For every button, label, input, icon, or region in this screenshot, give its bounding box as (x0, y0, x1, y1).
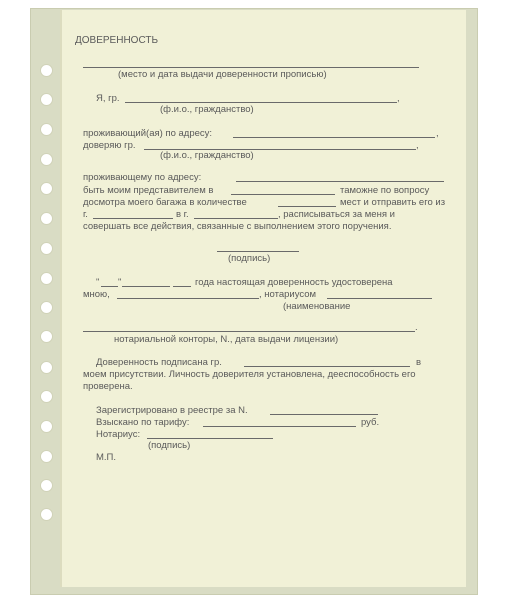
signer-name-line[interactable] (244, 366, 410, 367)
notary-name-line[interactable] (117, 298, 259, 299)
seal-label: М.П. (96, 452, 117, 463)
place-date-line[interactable] (83, 67, 419, 68)
principal-address-line[interactable] (233, 137, 435, 138)
residing-2-label: проживающему по адресу: (83, 172, 202, 183)
to-city-line[interactable] (194, 218, 278, 219)
places-count-line[interactable] (278, 206, 336, 207)
i-citizen-label: Я, гр. (96, 93, 120, 104)
principal-name-line[interactable] (125, 102, 397, 103)
inspection-post-text: мест и отправить его из (340, 197, 446, 208)
notary-office-details-line[interactable] (83, 331, 415, 332)
residing-label: проживающий(ая) по адресу: (83, 128, 213, 139)
signed-by-text: Доверенность подписана гр. (96, 357, 222, 368)
city-label: г. (83, 209, 88, 220)
notary-office-caption: нотариальной конторы, N., дата выдачи лицензии) (114, 334, 339, 345)
place-date-caption: (место и дата выдачи доверенности прописью) (118, 69, 327, 80)
date-quote-open: " (96, 277, 100, 288)
verified-text: проверена. (83, 381, 133, 392)
represent-text: быть моим представителем в (83, 185, 214, 196)
notary-office-line[interactable] (327, 298, 432, 299)
principal-signature-line[interactable] (217, 251, 299, 252)
signature-caption: (подпись) (228, 253, 271, 264)
to-city-label: в г. (176, 209, 189, 220)
comma: , (436, 128, 439, 139)
presence-text: моем присутствии. Личность доверителя установлена, дееспособность его (83, 369, 416, 380)
tariff-amount-line[interactable] (203, 426, 356, 427)
notary-text: , нотариусом (259, 289, 317, 300)
signature-caption-2: (подпись) (148, 440, 191, 451)
inspection-text: досмотра моего багажа в количестве (83, 197, 247, 208)
year-certified-text: года настоящая доверенность удостоверена (195, 277, 393, 288)
day-line[interactable] (101, 286, 118, 287)
sign-for-me-text: , расписываться за меня и (278, 209, 395, 220)
document-title: ДОВЕРЕННОСТЬ (75, 35, 159, 46)
notary-label: Нотариус: (96, 429, 141, 440)
period: . (415, 322, 418, 333)
fio-caption: (ф.и.о., гражданство) (160, 104, 254, 115)
customs-line[interactable] (231, 194, 335, 195)
comma: , (416, 140, 419, 151)
in-word: в (416, 357, 422, 368)
name-caption: (наименование (283, 301, 351, 312)
fio-caption-2: (ф.и.о., гражданство) (160, 150, 254, 161)
date-quote-close: " (118, 277, 122, 288)
comma: , (397, 93, 400, 104)
notary-signature-line[interactable] (147, 438, 273, 439)
registered-label: Зарегистрировано в реестре за N. (96, 405, 248, 416)
entrust-label: доверяю гр. (83, 140, 136, 151)
month-line[interactable] (122, 286, 170, 287)
all-actions-text: совершать все действия, связанные с выполнением этого поручения. (83, 221, 392, 232)
rub-label: руб. (361, 417, 380, 428)
registry-number-line[interactable] (270, 414, 378, 415)
represent-post-text: таможне по вопросу (340, 185, 430, 196)
from-city-line[interactable] (93, 218, 173, 219)
by-me-text: мною, (83, 289, 110, 300)
year-line[interactable] (173, 286, 191, 287)
collected-label: Взыскано по тарифу: (96, 417, 190, 428)
agent-address-line[interactable] (236, 181, 444, 182)
